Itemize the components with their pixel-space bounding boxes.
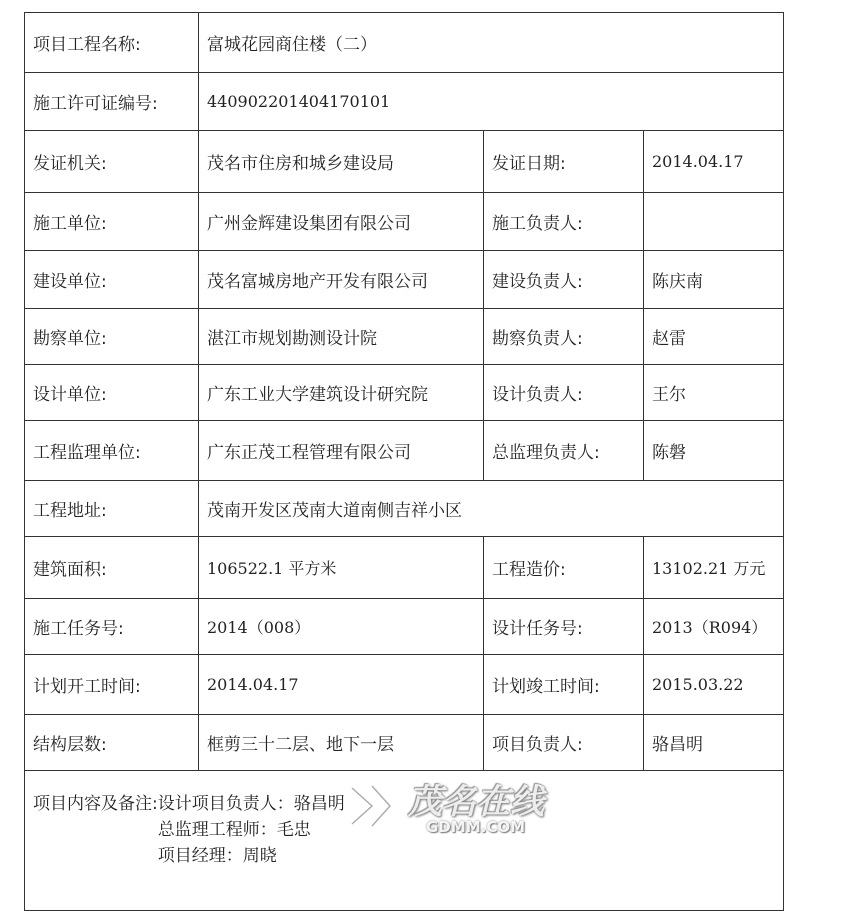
notes-line-2: 总监理工程师：毛忠 [157, 820, 311, 840]
label-survey: 勘察单位: [25, 309, 199, 365]
value-cost: 13102.21 万元 [644, 537, 784, 599]
row-construction-unit [25, 193, 784, 251]
watermark-logo-icon [342, 778, 398, 834]
notes-line-3: 项目经理：周晓 [157, 846, 277, 866]
label-survey-manager: 勘察负责人: [484, 309, 644, 365]
label-developer-manager: 建设负责人: [484, 251, 644, 309]
label-cost: 工程造价: [484, 537, 644, 599]
value-structure: 框剪三十二层、地下一层 [199, 715, 484, 771]
label-developer: 建设单位: [25, 251, 199, 309]
row-task-no [25, 599, 784, 655]
value-construction-manager [644, 193, 784, 251]
row-area [25, 537, 784, 599]
value-project-manager: 骆昌明 [644, 715, 784, 771]
value-design-manager: 王尔 [644, 365, 784, 421]
row-developer [25, 251, 784, 309]
label-structure: 结构层数: [25, 715, 199, 771]
value-design-task-no: 2013（R094） [644, 599, 784, 655]
label-end-date: 计划竣工时间: [484, 655, 644, 715]
label-design-manager: 设计负责人: [484, 365, 644, 421]
row-design [25, 365, 784, 421]
value-start-date: 2014.04.17 [199, 655, 484, 715]
notes-line-1: 设计项目负责人：骆昌明 [157, 794, 345, 814]
row-structure [25, 715, 784, 771]
label-project-manager: 项目负责人: [484, 715, 644, 771]
value-end-date: 2015.03.22 [644, 655, 784, 715]
watermark-subtext: GDMM.COM [426, 818, 526, 836]
watermark-text: 茂名在线 [408, 782, 544, 822]
value-design: 广东工业大学建筑设计研究院 [199, 365, 484, 421]
value-address: 茂南开发区茂南大道南侧吉祥小区 [199, 481, 784, 537]
row-survey [25, 309, 784, 365]
label-task-no: 施工任务号: [25, 599, 199, 655]
value-construction-unit: 广州金辉建设集团有限公司 [199, 193, 484, 251]
watermark [330, 768, 550, 848]
label-issuer: 发证机关: [25, 131, 199, 193]
value-developer: 茂名富城房地产开发有限公司 [199, 251, 484, 309]
value-supervision: 广东正茂工程管理有限公司 [199, 421, 484, 481]
value-survey: 湛江市规划勘测设计院 [199, 309, 484, 365]
row-permit-no [25, 73, 784, 131]
value-permit-no: 440902201404170101 [199, 73, 784, 131]
row-address [25, 481, 784, 537]
label-construction-unit: 施工单位: [25, 193, 199, 251]
label-construction-manager: 施工负责人: [484, 193, 644, 251]
label-supervision: 工程监理单位: [25, 421, 199, 481]
value-task-no: 2014（008） [199, 599, 484, 655]
value-issue-date: 2014.04.17 [644, 131, 784, 193]
notes-label: 项目内容及备注: [33, 794, 158, 814]
value-issuer: 茂名市住房和城乡建设局 [199, 131, 484, 193]
label-address: 工程地址: [25, 481, 199, 537]
label-issue-date: 发证日期: [484, 131, 644, 193]
row-issuer [25, 131, 784, 193]
label-project-name: 项目工程名称: [25, 13, 199, 73]
value-survey-manager: 赵雷 [644, 309, 784, 365]
row-project-name [25, 13, 784, 73]
value-developer-manager: 陈庆南 [644, 251, 784, 309]
label-area: 建筑面积: [25, 537, 199, 599]
row-schedule [25, 655, 784, 715]
value-project-name: 富城花园商住楼（二） [199, 13, 784, 73]
value-supervision-manager: 陈磐 [644, 421, 784, 481]
label-design-task-no: 设计任务号: [484, 599, 644, 655]
label-design: 设计单位: [25, 365, 199, 421]
label-permit-no: 施工许可证编号: [25, 73, 199, 131]
label-start-date: 计划开工时间: [25, 655, 199, 715]
value-area: 106522.1 平方米 [199, 537, 484, 599]
label-supervision-manager: 总监理负责人: [484, 421, 644, 481]
row-supervision [25, 421, 784, 481]
